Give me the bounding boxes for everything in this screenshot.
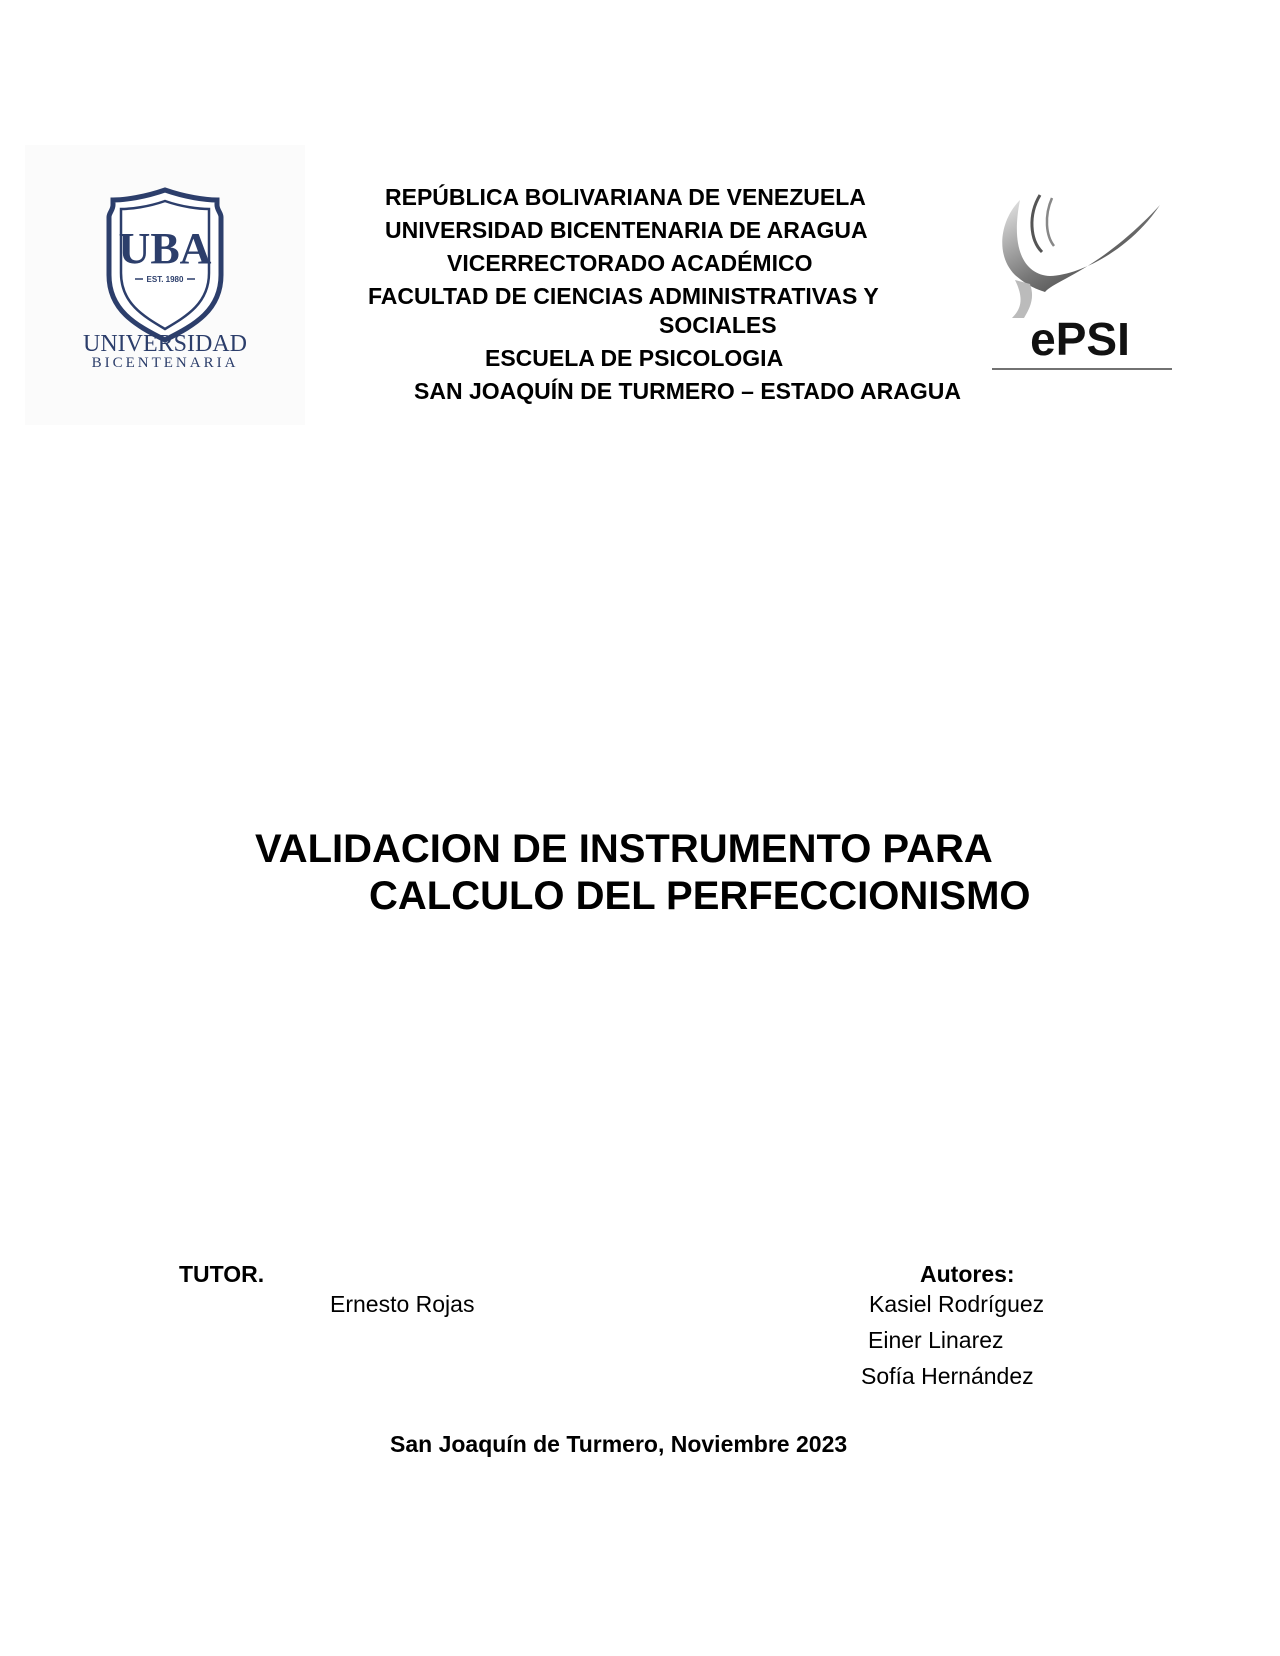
header-location: SAN JOAQUÍN DE TURMERO – ESTADO ARAGUA bbox=[414, 378, 961, 404]
epsi-logo bbox=[980, 180, 1180, 375]
uba-logo-shield-text: UBA bbox=[118, 224, 212, 273]
tutor-name: Ernesto Rojas bbox=[330, 1291, 475, 1317]
uba-logo-line2: BICENTENARIA bbox=[91, 355, 239, 371]
author-name: Kasiel Rodríguez bbox=[869, 1291, 1045, 1317]
epsi-logo-text: ePSI bbox=[1030, 313, 1130, 365]
author-name: Sofía Hernández bbox=[861, 1363, 1034, 1389]
uba-logo bbox=[25, 145, 305, 425]
author-name: Einer Linarez bbox=[868, 1327, 1004, 1353]
header-faculty: FACULTAD DE CIENCIAS ADMINISTRATIVAS Y bbox=[368, 283, 879, 309]
header-university: UNIVERSIDAD BICENTENARIA DE ARAGUA bbox=[385, 217, 868, 243]
document-title-line1: VALIDACION DE INSTRUMENTO PARA bbox=[255, 827, 993, 871]
uba-logo-est-text: EST. 1980 bbox=[146, 275, 184, 284]
authors-label: Autores: bbox=[920, 1261, 1015, 1287]
tutor-label: TUTOR. bbox=[179, 1261, 265, 1287]
header-country: REPÚBLICA BOLIVARIANA DE VENEZUELA bbox=[385, 184, 866, 210]
header-vicerrectorado: VICERRECTORADO ACADÉMICO bbox=[447, 250, 813, 276]
uba-logo-line1: UNIVERSIDAD bbox=[83, 331, 247, 357]
place-and-date: San Joaquín de Turmero, Noviembre 2023 bbox=[390, 1431, 848, 1457]
document-title-line2: CALCULO DEL PERFECCIONISMO bbox=[369, 874, 1031, 918]
header-faculty-continued: SOCIALES bbox=[659, 312, 777, 338]
header-school: ESCUELA DE PSICOLOGIA bbox=[485, 345, 784, 371]
